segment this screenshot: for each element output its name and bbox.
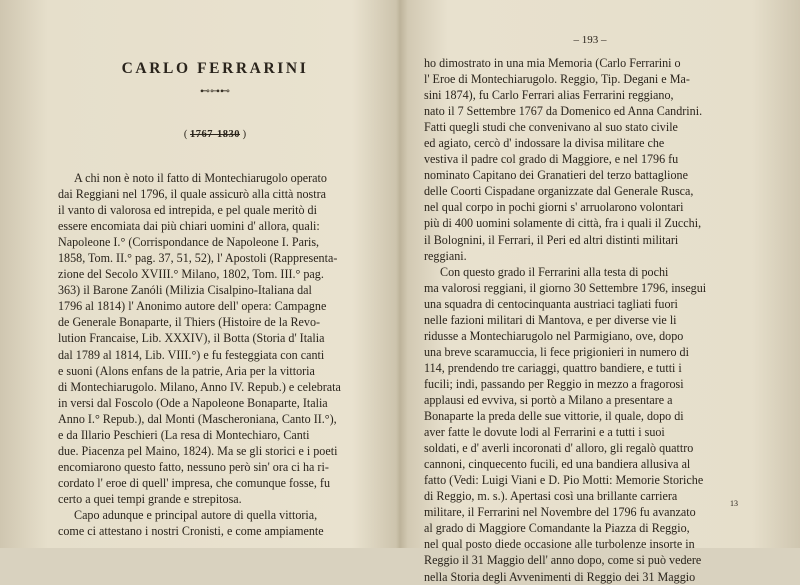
life-dates xyxy=(58,126,372,144)
text-line: 363) il Barone Zanóli (Milizia Cisalpino-Italiana dal xyxy=(58,283,312,298)
text-line: cordato l' eroe di quell' impresa, che comunque fosse, fu xyxy=(58,475,331,490)
text-line: nella Storia degli Avvenimenti di Reggio dei 31 Maggio xyxy=(424,569,696,584)
text-line: nel qual corpo in pochi giorni s' arruolarono volontari xyxy=(424,200,684,215)
text-line: de Generale Bonaparte, il Thiers (Histoire de la Revo- xyxy=(58,315,321,330)
left-body-text xyxy=(58,170,372,539)
page-number: – 193 – xyxy=(573,34,607,46)
text-line: Bonaparte la preda delle sue vittorie, il quale, dopo di xyxy=(424,409,684,424)
dates-open: ( xyxy=(183,129,190,140)
text-line: nel qual posto diede occasione alle turbolenze insorte in xyxy=(424,537,695,552)
text-line: una squadra di centocinquanta austriaci tagliati fuori xyxy=(424,296,678,311)
text-line: di Montechiarugolo. Milano, Anno IV. Repub.) e celebrata xyxy=(58,379,341,394)
text-line: nato il 7 Settembre 1767 da Domenico ed Anna Candrini. xyxy=(424,104,703,119)
text-line: Fatti quegli studi che convenivano al suo stato civile xyxy=(424,120,678,135)
text-line: il Bolognini, il Ferrari, il Peri ed altri distinti militari xyxy=(424,232,679,247)
right-page xyxy=(400,0,800,584)
dates-close: ) xyxy=(240,129,247,140)
text-line: nominato Capitano dei Granatieri del terzo battaglione xyxy=(424,168,688,183)
text-line: in versi dal Foscolo (Ode a Napoleone Bonaparte, Italia xyxy=(58,395,328,410)
text-line: dai Reggiani nel 1796, il quale assicurò alla città nostra xyxy=(58,187,326,202)
text-line: Capo adunque e principal autore di quella vittoria, xyxy=(74,507,318,522)
text-line: Con questo grado il Ferrarini alla testa di pochi xyxy=(440,264,669,279)
text-line: essere encomiata dai più chiari uomini d' allora, quali: xyxy=(58,219,320,234)
text-line: fatto (Vedi: Luigi Viani e D. Pio Motti: Memorie Storiche xyxy=(424,473,704,488)
text-line: Anno I.° Repub.), dal Monti (Mascheroniana, Canto II.°), xyxy=(58,411,337,426)
text-line: 1858, Tom. II.° pag. 37, 51, 52), l' Apostoli (Rappresenta- xyxy=(58,251,338,266)
text-line: Napoleone I.° (Corrispondance de Napoleone I. Paris, xyxy=(58,235,320,250)
text-line: il vanto di valorosa ed intrepida, e pel quale meritò di xyxy=(58,203,317,218)
text-line: sini 1874), fu Carlo Ferrari alias Ferrarini reggiano, xyxy=(424,88,674,103)
text-line: nelle fazioni militari di Mantova, e per diverse vie li xyxy=(424,312,677,327)
text-line: vestiva il padre col grado di Maggiore, e nel 1796 fu xyxy=(424,152,679,167)
text-line: lution Francaise, Lib. XXXIV), il Botta (Storia d' Italia xyxy=(58,331,325,346)
text-line: ridusse a Montechiarugolo nel Parmigiano, ove, dopo xyxy=(424,328,684,343)
text-line: Reggio il 31 Maggio dell' anno dopo, come si può vedere xyxy=(424,553,702,568)
title-ornament: ⊷⊶⊷ xyxy=(200,86,230,97)
text-line: soldati, e d' averli incoronati d' alloro, gli regalò quattro xyxy=(424,441,694,456)
text-line: l' Eroe di Montechiarugolo. Reggio, Tip. Degani e Ma- xyxy=(424,72,690,87)
text-line: militare, il Ferrarini nel Novembre del 1796 fu avanzato xyxy=(424,505,696,520)
signature-mark: 13 xyxy=(730,499,738,508)
text-line: zione del Secolo XVIII.° Milano, 1802, Tom. III.° pag. xyxy=(58,267,324,282)
text-line: applausi ed evviva, si portò a Milano a presentare a xyxy=(424,392,673,407)
text-line: aver fatte le dovute lodi al Ferrarini e a tutti i suoi xyxy=(424,425,665,440)
text-line: ed agiato, cercò d' indossare la divisa militare che xyxy=(424,136,665,151)
text-line: A chi non è noto il fatto di Montechiarugolo operato xyxy=(74,171,327,185)
dates-years: 1767-1830 xyxy=(190,129,240,140)
text-line: delle Coorti Cispadane organizzate dal Generale Rusca, xyxy=(424,184,694,199)
text-line: dal 1789 al 1814, Lib. VIII.°) e fu festeggiata con canti xyxy=(58,347,325,362)
left-page xyxy=(0,0,400,548)
text-line: ma valorosi reggiani, il giorno 30 Settembre 1796, insegui xyxy=(424,280,707,295)
text-line: al grado di Maggiore Comandante la Piazza di Reggio, xyxy=(424,521,690,536)
right-body-text xyxy=(424,55,756,585)
text-line: fucili; indi, passando per Reggio in mezzo a fragorosi xyxy=(424,376,684,391)
text-line: reggiani. xyxy=(424,248,467,263)
text-line: cannoni, cinquecento fucili, ed una bandiera allusiva al xyxy=(424,457,691,472)
text-line: più di 400 uomini solamente di città, fra i quali il Zucchi, xyxy=(424,216,702,231)
text-line: certo a quei tempi grande e strepitosa. xyxy=(58,491,242,506)
text-line: una breve scaramuccia, li fece prigionieri in numero di xyxy=(424,344,689,359)
text-line: e suoni (Alons enfans de la patrie, Aria per la vittoria xyxy=(58,363,315,378)
text-line: come ci attestano i nostri Cronisti, e come ampiamente xyxy=(58,524,324,539)
chapter-title: CARLO FERRARINI xyxy=(121,60,309,77)
text-line: 114, prendendo tre cariaggi, quattro bandiere, e tutti i xyxy=(424,360,682,375)
text-line: di Reggio, m. s.). Apertasi così una brillante carriera xyxy=(424,489,678,504)
text-line: e da Illario Peschieri (La resa di Montechiaro, Canti xyxy=(58,427,310,442)
text-line: encomiarono questo fatto, nessuno però sin' ora ci ha ri- xyxy=(58,459,329,474)
text-line: due. Piacenza pel Maino, 1824). Ma se gli storici e i poeti xyxy=(58,443,338,458)
text-line: 1796 al 1814) l' Anonimo autore dell' opera: Campagne xyxy=(58,299,327,314)
text-line: ho dimostrato in una mia Memoria (Carlo Ferrarini o xyxy=(424,56,681,70)
